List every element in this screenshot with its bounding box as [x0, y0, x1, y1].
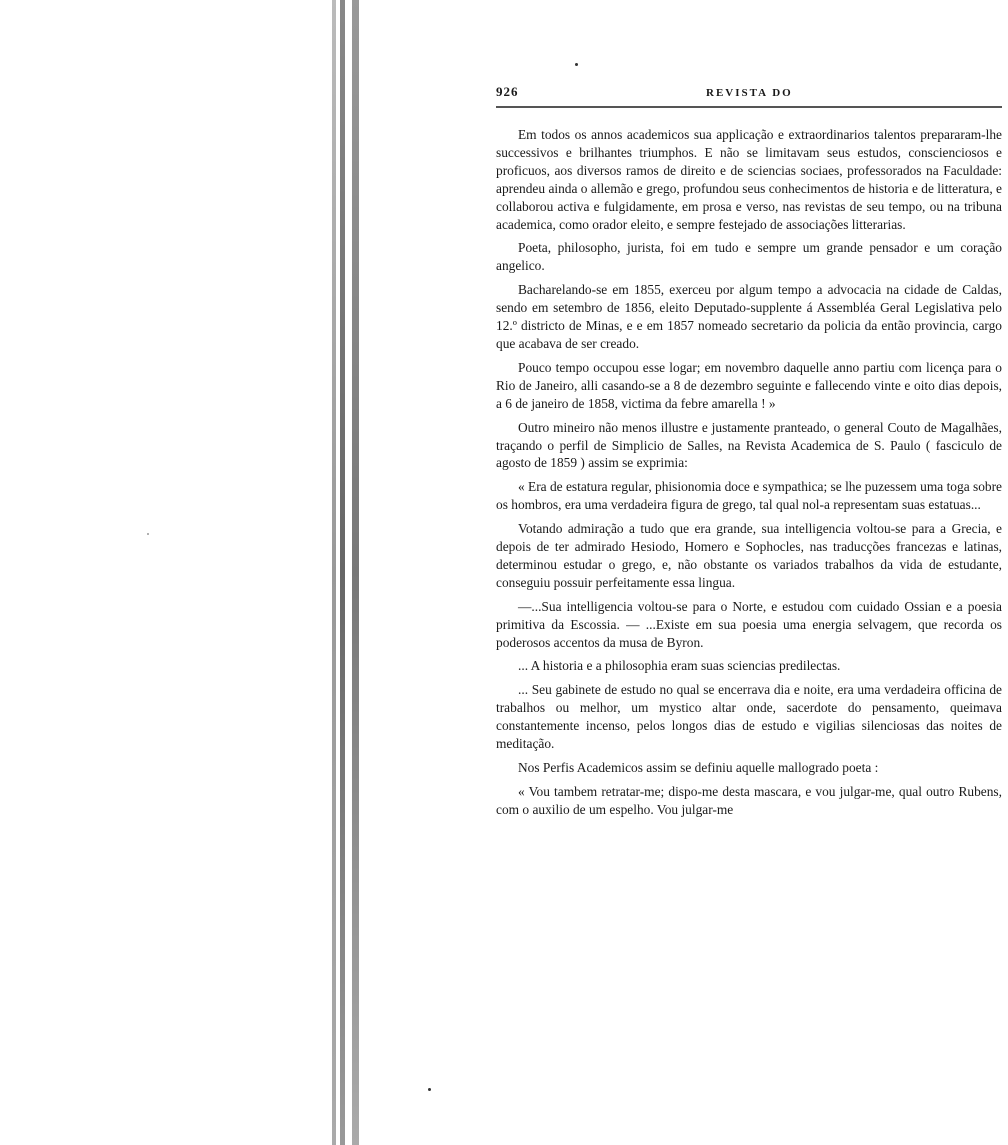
paragraph: « Vou tambem retratar-me; dispo-me desta mascara, e vou julgar-me, qual outro Rubens, com o auxilio de um espelho. Vou julgar-me: [496, 783, 1002, 817]
paragraph: ... Seu gabinete de estudo no qual se encerrava dia e noite, era uma verdadeira officina de trabalhos ou melhor, um mystico altar onde, sacerdote do pensamento, queimava constantemente incenso, pelos longos dias de estudo e vigilias silenciosas das noites de meditação.: [496, 682, 1002, 752]
paragraph: —...Sua intelligencia voltou-se para o Norte, e estudou com cuidado Ossian e a poesia primitiva da Escossia. — ...Existe em sua poesia uma energia selvagem, que recorda os poderosos accentos da musa de Byron.: [496, 598, 1002, 650]
paragraph: ... A historia e a philosophia eram suas sciencias predilectas.: [518, 658, 841, 674]
running-head: REVISTA DO: [706, 87, 793, 99]
page-number: 926: [496, 84, 519, 99]
binding-gutter-fold: [352, 0, 359, 1145]
print-speck: [575, 63, 578, 66]
page-header: [496, 84, 1002, 108]
paragraph: « Era de estatura regular, phisionomia doce e sympathica; se lhe puzessem uma toga sobre os hombros, era uma verdadeira figura de grego, tal qual nol-a representam suas estatuas...: [496, 479, 1002, 513]
body-text: [496, 126, 1002, 819]
print-speck: [428, 1088, 431, 1091]
print-speck: [147, 533, 149, 535]
binding-gutter-edge: [340, 0, 345, 1145]
binding-gutter-shadow: [332, 0, 336, 1145]
paragraph: Poeta, philosopho, jurista, foi em tudo e sempre um grande pensador e um coração angelico.: [496, 240, 1002, 274]
paragraph: Nos Perfis Academicos assim se definiu aquelle mallogrado poeta :: [518, 760, 879, 775]
paragraph: Votando admiração a tudo que era grande, sua intelligencia voltou-se para a Grecia, e depois de ter admirado Hesiodo, Homero e Sophocles, nas traducções francezas e latinas, determinou estudar o grego, e, não obstante os variados trabalhos da vida de estudante, conseguiu possuir perfeitamente essa lingua.: [496, 521, 1002, 590]
book-page: [496, 84, 1002, 825]
paragraph: Em todos os annos academicos sua applicação e extraordinarios talentos prepararam-lhe successivos e brilhantes triumphos. E não se limitavam seus estudos, conscienciosos e proficuos, aos diversos ramos de direito e de sciencias sociaes, professorados na Faculdade: aprendeu ainda o allemão e grego, profundou seus conhecimentos de historia e de litteratura, e collaborou activa e fulgidamente, em prosa e verso, nas revistas de seu tempo, ou na tribuna academica, como orador eleito, e sempre festejado de associações litterarias.: [496, 127, 1002, 232]
paragraph: Pouco tempo occupou esse logar; em novembro daquelle anno partiu com licença para o Rio de Janeiro, alli casando-se a 8 de dezembro seguinte e fallecendo vinte e oito dias depois, a 6 de janeiro de 1858, victima da febre amarella ! »: [496, 359, 1002, 411]
paragraph: Outro mineiro não menos illustre e justamente pranteado, o general Couto de Magalhães, traçando o perfil de Simplicio de Salles, na Revista Academica de S. Paulo ( fasciculo de agosto de 1859 ) assim se exprimia:: [496, 419, 1002, 471]
paragraph: Bacharelando-se em 1855, exerceu por algum tempo a advocacia na cidade de Caldas, sendo em setembro de 1856, eleito Deputado-supplente á Assembléa Geral Legislativa pelo 12.º districto de Minas, e e em 1857 nomeado secretario da policia da então provincia, cargo que acabava de ser creado.: [496, 282, 1002, 351]
